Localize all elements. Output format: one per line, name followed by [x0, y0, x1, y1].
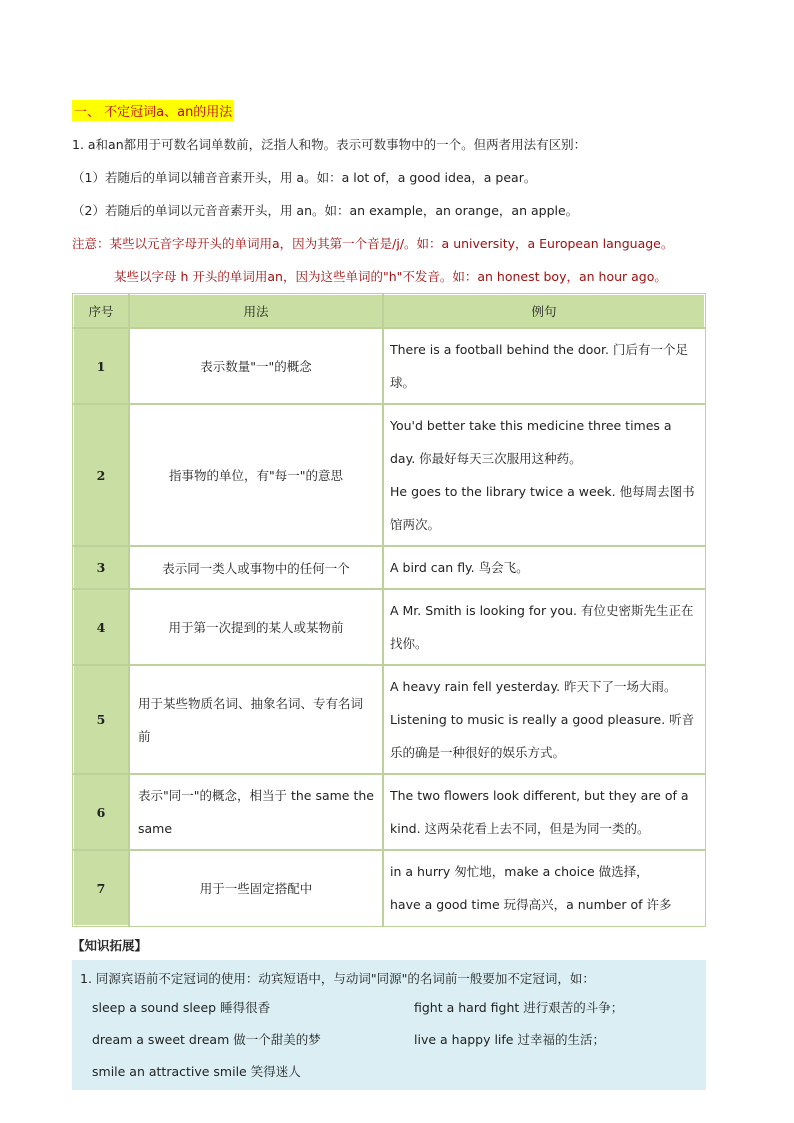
- example-sentence: You'd better take this medicine three times a day. 你最好每天三次服用这种药。: [390, 418, 672, 466]
- row-number: 5: [73, 665, 129, 774]
- example-sentence: Listening to music is really a good pleasure. 听音乐的确是一种很好的娱乐方式。: [390, 712, 695, 760]
- row-usage: 表示"同一"的概念，相当于 the same the same: [129, 774, 383, 850]
- row-number: 3: [73, 546, 129, 589]
- table-header-row: [73, 294, 705, 328]
- row-usage: 用于某些物质名词、抽象名词、专有名词前: [129, 665, 383, 774]
- header-usage: 用法: [129, 294, 383, 328]
- example-sentence: A bird can fly. 鸟会飞。: [390, 560, 529, 575]
- header-example: 例句: [383, 294, 705, 328]
- example-sentence: in a hurry 匆忙地，make a choice 做选择，: [390, 864, 649, 879]
- row-examples: [383, 546, 705, 589]
- document-page: [72, 100, 706, 1090]
- section-heading: 一、 不定冠词a、an的用法: [72, 100, 234, 121]
- row-number: 6: [73, 774, 129, 850]
- example-sentence: There is a football behind the door. 门后有一个足球。: [390, 342, 688, 390]
- list-item: live a happy life 过幸福的生活；: [414, 1032, 605, 1047]
- example-sentence: A Mr. Smith is looking for you. 有位史密斯先生正在找你。: [390, 603, 694, 651]
- row-usage: 指事物的单位，有"每一"的意思: [129, 404, 383, 546]
- row-usage: 表示同一类人或事物中的任何一个: [129, 546, 383, 589]
- intro-paragraph-2: （1）若随后的单词以辅音音素开头，用 a。如：a lot of，a good idea，a pear。: [72, 170, 537, 185]
- example-sentence: A heavy rain fell yesterday. 昨天下了一场大雨。: [390, 679, 677, 694]
- table-row: [73, 546, 705, 589]
- row-number: 7: [73, 850, 129, 926]
- usage-table: [72, 293, 706, 927]
- header-number: 序号: [73, 294, 129, 328]
- row-examples: [383, 850, 705, 926]
- list-item: fight a hard fight 进行艰苦的斗争；: [414, 1000, 624, 1015]
- row-number: 4: [73, 589, 129, 665]
- extension-intro: 1. 同源宾语前不定冠词的使用：动宾短语中，与动词"同源"的名词前一般要加不定冠词，如：: [80, 971, 595, 986]
- extension-title: 【知识拓展】: [72, 938, 148, 953]
- example-sentence: The two flowers look different, but they are of a kind. 这两朵花看上去不同，但是为同一类的。: [390, 788, 689, 836]
- row-examples: [383, 589, 705, 665]
- example-sentence: He goes to the library twice a week. 他每周去图书馆两次。: [390, 484, 695, 532]
- row-number: 1: [73, 328, 129, 404]
- extension-box: [72, 960, 706, 1090]
- row-examples: [383, 665, 705, 774]
- example-sentence: have a good time 玩得高兴，a number of 许多: [390, 897, 672, 912]
- note-paragraph-2: 某些以字母 h 开头的单词用an，因为这些单词的"h"不发音。如：an honest boy，an hour ago。: [114, 269, 667, 284]
- table-row: [73, 404, 705, 546]
- list-item: dream a sweet dream 做一个甜美的梦: [92, 1032, 321, 1047]
- row-usage: 用于第一次提到的某人或某物前: [129, 589, 383, 665]
- table-row: [73, 665, 705, 774]
- row-usage: 用于一些固定搭配中: [129, 850, 383, 926]
- table-row: [73, 589, 705, 665]
- note-paragraph-1: 注意：某些以元音字母开头的单词用a，因为其第一个音是/j/。如：a university，a European language。: [72, 236, 674, 251]
- row-examples: [383, 404, 705, 546]
- list-item: sleep a sound sleep 睡得很香: [92, 1000, 271, 1015]
- table-row: [73, 850, 705, 926]
- intro-paragraph-1: 1. a和an都用于可数名词单数前，泛指人和物。表示可数事物中的一个。但两者用法有区别：: [72, 137, 587, 152]
- row-examples: [383, 774, 705, 850]
- table-row: [73, 774, 705, 850]
- table-row: [73, 328, 705, 404]
- intro-paragraph-3: （2）若随后的单词以元音音素开头，用 an。如：an example，an orange，an apple。: [72, 203, 579, 218]
- row-usage: 表示数量"一"的概念: [129, 328, 383, 404]
- list-item: smile an attractive smile 笑得迷人: [92, 1064, 301, 1079]
- extension-examples: [80, 998, 698, 1082]
- row-examples: [383, 328, 705, 404]
- row-number: 2: [73, 404, 129, 546]
